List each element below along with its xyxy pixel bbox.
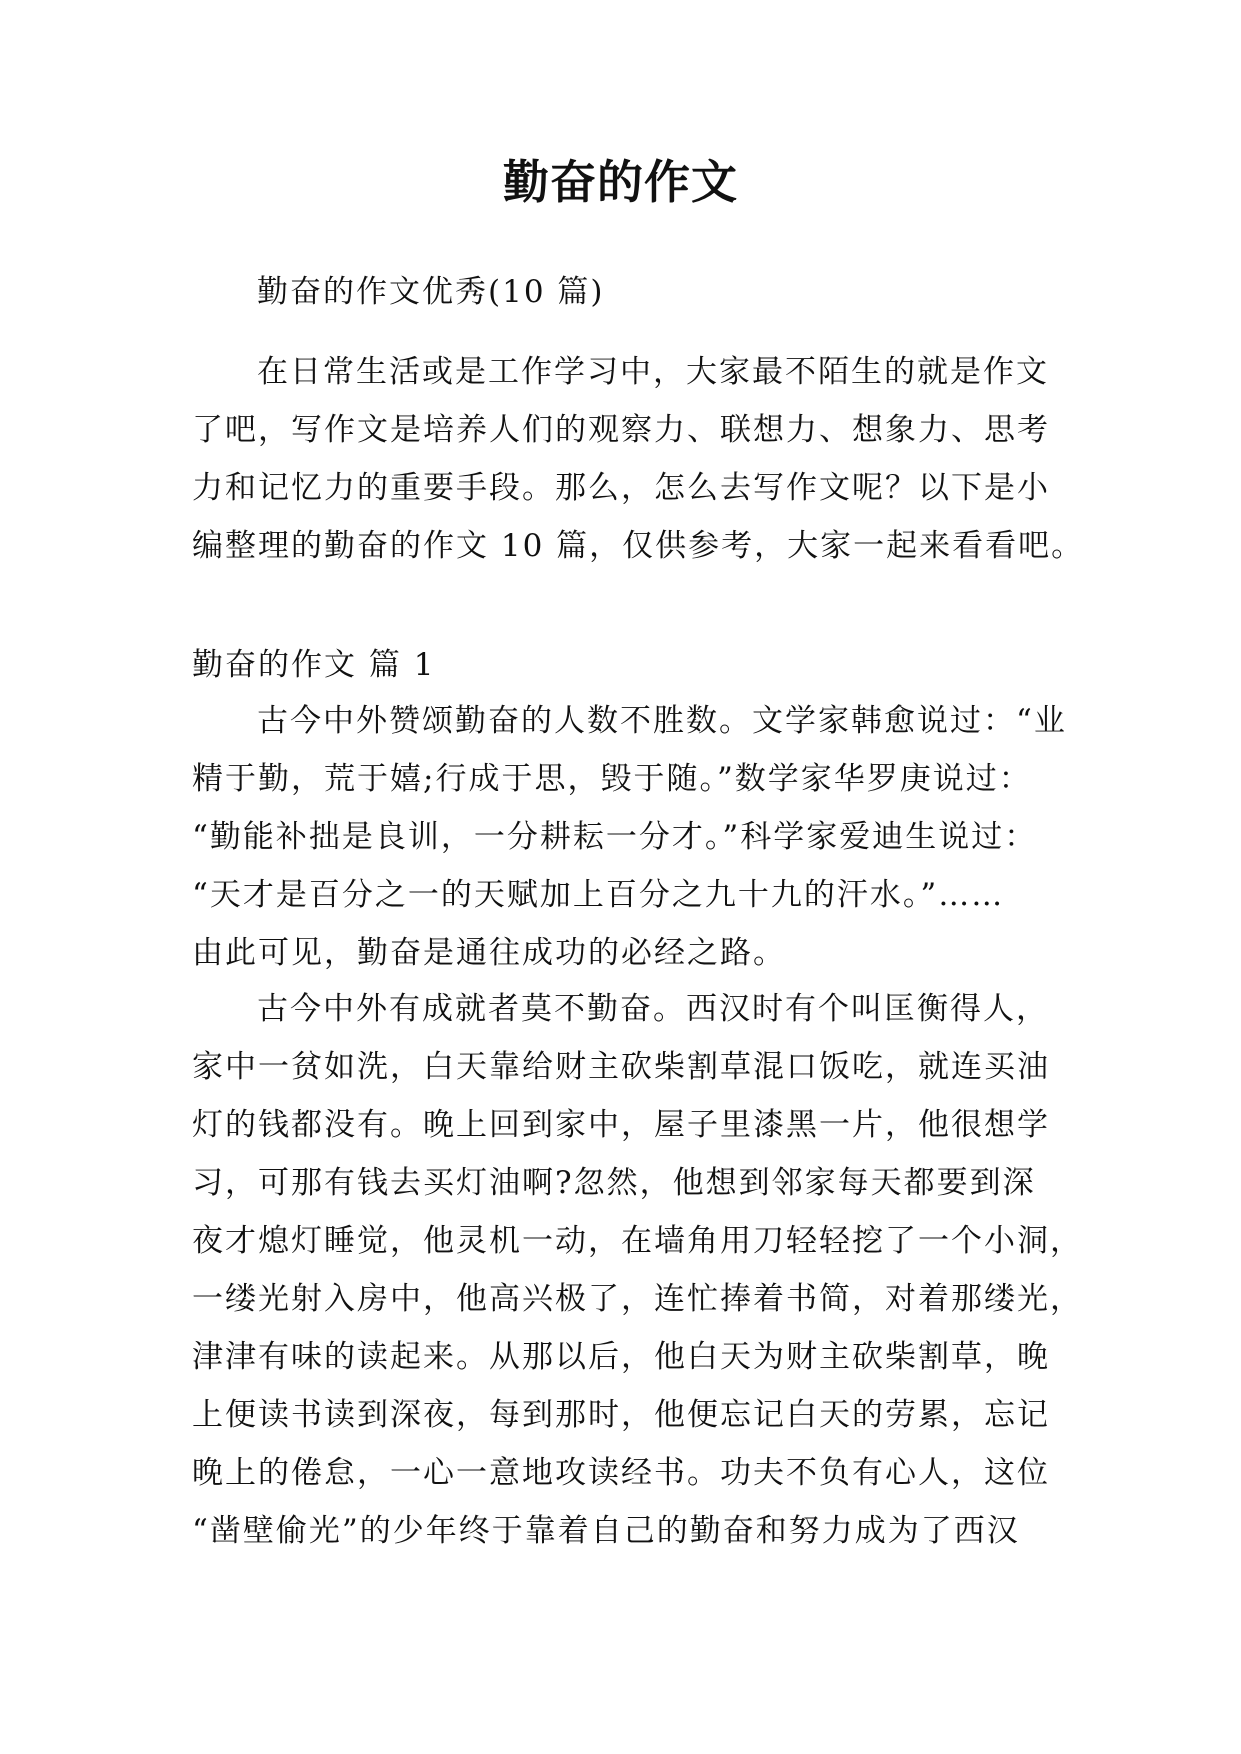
paragraph-1-line: 由此可见，勤奋是通往成功的必经之路。 <box>192 935 786 971</box>
intro-line: 了吧，写作文是培养人们的观察力、联想力、想象力、思考 <box>192 412 1050 448</box>
paragraph-1-line: 精于勤，荒于嬉;行成于思，毁于随。”数学家华罗庚说过： <box>192 761 1032 797</box>
paragraph-1-line: 古今中外赞颂勤奋的人数不胜数。文学家韩愈说过：“业 <box>257 703 1067 739</box>
section-heading <box>192 636 1082 694</box>
document-title: 勤奋的作文 <box>503 155 738 209</box>
paragraph-2-line: 家中一贫如洗，白天靠给财主砍柴割草混口饭吃，就连买油 <box>192 1049 1050 1085</box>
intro-paragraph <box>192 343 1085 575</box>
paragraph-2-line: 夜才熄灯睡觉，他灵机一动，在墙角用刀轻轻挖了一个小洞， <box>192 1223 1083 1259</box>
paragraph-1-line: “勤能补拙是良训，一分耕耘一分才。”科学家爱迪生说过： <box>192 819 1038 855</box>
paragraph-2-line: 津津有味的读起来。从那以后，他白天为财主砍柴割草，晚 <box>192 1339 1050 1375</box>
paragraph-1-line: “天才是百分之一的天赋加上百分之九十九的汗水。”…… <box>192 877 1005 913</box>
paragraph-2-line: 上便读书读到深夜，每到那时，他便忘记白天的劳累，忘记 <box>192 1397 1050 1433</box>
intro-line: 在日常生活或是工作学习中，大家最不陌生的就是作文 <box>257 354 1049 390</box>
paragraph-1 <box>192 692 1082 982</box>
paragraph-2-line: 习，可那有钱去买灯油啊?忽然，他想到邻家每天都要到深 <box>192 1165 1036 1201</box>
intro-line: 编整理的勤奋的作文 10 篇，仅供参考，大家一起来看看吧。 <box>192 528 1085 564</box>
paragraph-2-line: 灯的钱都没有。晚上回到家中，屋子里漆黑一片，他很想学 <box>192 1107 1050 1143</box>
intro-line: 力和记忆力的重要手段。那么，怎么去写作文呢？以下是小 <box>192 470 1050 506</box>
section-heading-text: 勤奋的作文 篇 1 <box>192 647 436 683</box>
paragraph-2-line: 一缕光射入房中，他高兴极了，连忙捧着书简，对着那缕光， <box>192 1281 1083 1317</box>
intro-heading-text: 勤奋的作文优秀(10 篇) <box>257 274 605 310</box>
paragraph-2 <box>192 980 1082 1560</box>
paragraph-2-line: 古今中外有成就者莫不勤奋。西汉时有个叫匡衡得人， <box>257 991 1049 1027</box>
intro-heading <box>192 263 1082 321</box>
paragraph-2-line: “凿壁偷光”的少年终于靠着自己的勤奋和努力成为了西汉 <box>192 1513 1020 1549</box>
paragraph-2-line: 晚上的倦怠，一心一意地攻读经书。功夫不负有心人，这位 <box>192 1455 1050 1491</box>
